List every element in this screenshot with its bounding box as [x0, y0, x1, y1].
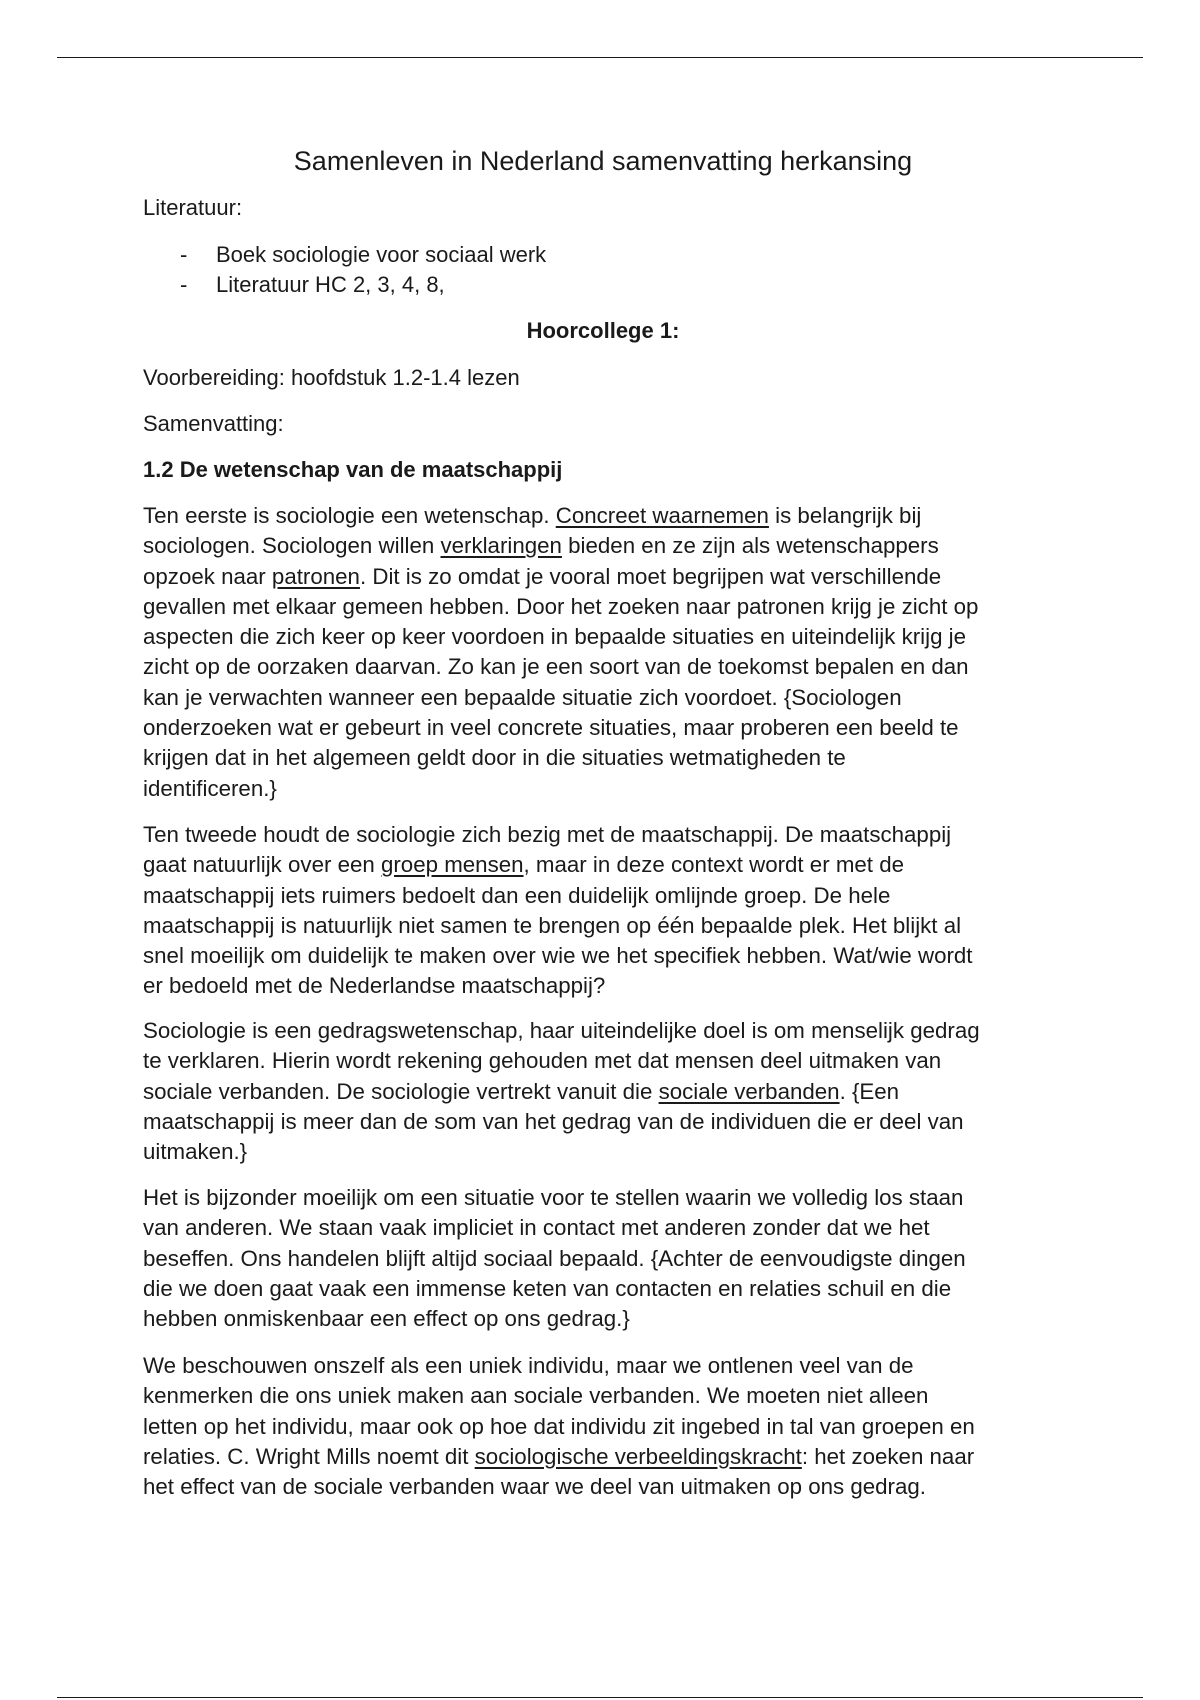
text-run: van anderen. We staan vaak impliciet in contact met anderen zonder dat we het — [143, 1215, 930, 1241]
paragraph-line — [143, 941, 1063, 971]
paragraph-line — [143, 683, 1063, 713]
summary-label: Samenvatting: — [143, 411, 284, 436]
text-run: maatschappij is meer dan de som van het gedrag van de individuen die er deel van — [143, 1108, 964, 1134]
document-title: Samenleven in Nederland samenvatting herkansing — [293, 146, 913, 176]
text-run: hebben onmiskenbaar een effect op ons gedrag.} — [143, 1306, 630, 1332]
header-rule — [57, 57, 1143, 58]
underlined-term: verklaringen — [440, 533, 562, 559]
text-run: : het zoeken naar — [801, 1443, 975, 1469]
paragraph-line — [143, 1046, 1063, 1076]
text-run: is belangrijk bij — [768, 503, 922, 528]
paragraph-line — [143, 622, 1063, 652]
text-run: sociologen. Sociologen willen — [143, 533, 441, 559]
text-run: letten op het individu, maar ook op hoe dat individu zit ingebed in tal van groepen en — [143, 1413, 975, 1439]
paragraph — [143, 1183, 1063, 1334]
paragraph-line — [143, 592, 1063, 622]
literature-label: Literatuur: — [143, 195, 243, 220]
footer-rule — [57, 1697, 1143, 1698]
underlined-term: sociologische verbeeldingskracht — [474, 1443, 802, 1469]
preparation-text: Voorbereiding: hoofdstuk 1.2-1.4 lezen — [143, 365, 520, 390]
text-run: relaties. C. Wright Mills noemt dit — [143, 1443, 475, 1469]
underlined-term: groep mensen — [380, 852, 524, 878]
list-item — [143, 270, 1063, 300]
text-run: sociale verbanden. De sociologie vertrekt vanuit die — [143, 1078, 659, 1104]
paragraph-line — [143, 971, 1063, 1001]
paragraph-line — [143, 501, 1063, 531]
text-run: kan je verwachten wanneer een bepaalde situatie zich voordoet. {Sociologen — [143, 684, 902, 710]
paragraph-line — [143, 1244, 1063, 1274]
paragraph — [143, 1016, 1063, 1167]
text-run: snel moeilijk om duidelijk te maken over wie we het specifiek hebben. Wat/wie wordt — [143, 943, 973, 969]
text-run: krijgen dat in het algemeen geldt door in die situaties wetmatigheden te — [143, 745, 846, 771]
text-run: beseffen. Ons handelen blijft altijd sociaal bepaald. {Achter de eenvoudigste dingen — [143, 1245, 966, 1271]
text-run: zicht op de oorzaken daarvan. Zo kan je een soort van de toekomst bepalen en dan — [143, 654, 969, 680]
paragraph-line — [143, 1107, 1063, 1137]
text-run: . Dit is zo omdat je vooral moet begrijpen wat verschillende — [359, 563, 942, 589]
text-run: onderzoeken wat er gebeurt in veel concrete situaties, maar proberen een beeld te — [143, 715, 959, 741]
underlined-term: Concreet waarnemen — [555, 503, 769, 528]
paragraph-line — [143, 743, 1063, 773]
text-run: aspecten die zich keer op keer voordoen in bepaalde situaties en uiteindelijk krijg je — [143, 624, 967, 650]
list-item-text: Literatuur HC 2, 3, 4, 8, — [216, 272, 445, 297]
paragraph — [143, 1351, 1063, 1502]
paragraph-line — [143, 1137, 1063, 1167]
text-run: gevallen met elkaar gemeen hebben. Door het zoeken naar patronen krijg je zicht op — [143, 593, 979, 619]
paragraph — [143, 820, 1063, 1002]
paragraph-line — [143, 911, 1063, 941]
text-run: opzoek naar — [143, 563, 272, 589]
text-run: bieden en ze zijn als wetenschappers — [561, 533, 939, 559]
paragraph-line — [143, 1213, 1063, 1243]
text-run: het effect van de sociale verbanden waar we deel van uitmaken op ons gedrag. — [143, 1474, 926, 1500]
paragraph-line — [143, 1412, 1063, 1442]
paragraph-line — [143, 1304, 1063, 1334]
paragraph-line — [143, 562, 1063, 592]
paragraph-line — [143, 1077, 1063, 1107]
paragraph-line — [143, 774, 1063, 804]
text-run: uitmaken.} — [143, 1139, 248, 1165]
paragraph-line — [143, 1183, 1063, 1213]
text-run: gaat natuurlijk over een — [143, 852, 381, 878]
paragraph-line — [143, 820, 1063, 850]
text-run: kenmerken die ons uniek maken aan sociale verbanden. We moeten niet alleen — [143, 1383, 929, 1409]
text-run: maatschappij is natuurlijk niet samen te brengen op één bepaalde plek. Het blijkt al — [143, 912, 962, 938]
text-run: . {Een — [839, 1078, 900, 1104]
text-run: identificeren.} — [143, 775, 277, 801]
list-bullet: - — [180, 272, 188, 297]
paragraph — [143, 501, 1063, 804]
paragraph-line — [143, 531, 1063, 561]
paragraph-line — [143, 1016, 1063, 1046]
text-run: Ten tweede houdt de sociologie zich bezig met de maatschappij. De maatschappij — [143, 822, 952, 847]
paragraph-line — [143, 1442, 1063, 1472]
text-run: te verklaren. Hierin wordt rekening gehouden met dat mensen deel uitmaken van — [143, 1048, 942, 1074]
paragraph-line — [143, 1274, 1063, 1304]
underlined-term: patronen — [271, 563, 360, 589]
text-run: We beschouwen onszelf als een uniek individu, maar we ontlenen veel van de — [143, 1353, 914, 1378]
literature-list — [143, 240, 1063, 300]
lecture-heading: Hoorcollege 1: — [526, 318, 680, 343]
list-item-text: Boek sociologie voor sociaal werk — [216, 242, 547, 267]
paragraph-line — [143, 1381, 1063, 1411]
section-heading: 1.2 De wetenschap van de maatschappij — [143, 457, 563, 482]
text-run: die we doen gaat vaak een immense keten van contacten en relaties schuil en die — [143, 1275, 952, 1301]
list-item — [143, 240, 1063, 270]
list-bullet: - — [180, 242, 188, 267]
paragraph-line — [143, 850, 1063, 880]
text-run: Ten eerste is sociologie een wetenschap. — [143, 503, 556, 528]
paragraph-line — [143, 713, 1063, 743]
paragraph-line — [143, 1351, 1063, 1381]
text-run: , maar in deze context wordt er met de — [523, 852, 904, 878]
paragraph-line — [143, 652, 1063, 682]
text-run: Sociologie is een gedragswetenschap, haar uiteindelijke doel is om menselijk gedrag — [143, 1018, 980, 1043]
paragraph-line — [143, 1472, 1063, 1502]
text-run: er bedoeld met de Nederlandse maatschappij? — [143, 973, 606, 999]
underlined-term: sociale verbanden — [658, 1078, 840, 1104]
text-run: maatschappij iets ruimers bedoelt dan een duidelijk omlijnde groep. De hele — [143, 882, 891, 908]
paragraph-line — [143, 881, 1063, 911]
text-run: Het is bijzonder moeilijk om een situatie voor te stellen waarin we volledig los staan — [143, 1185, 964, 1210]
